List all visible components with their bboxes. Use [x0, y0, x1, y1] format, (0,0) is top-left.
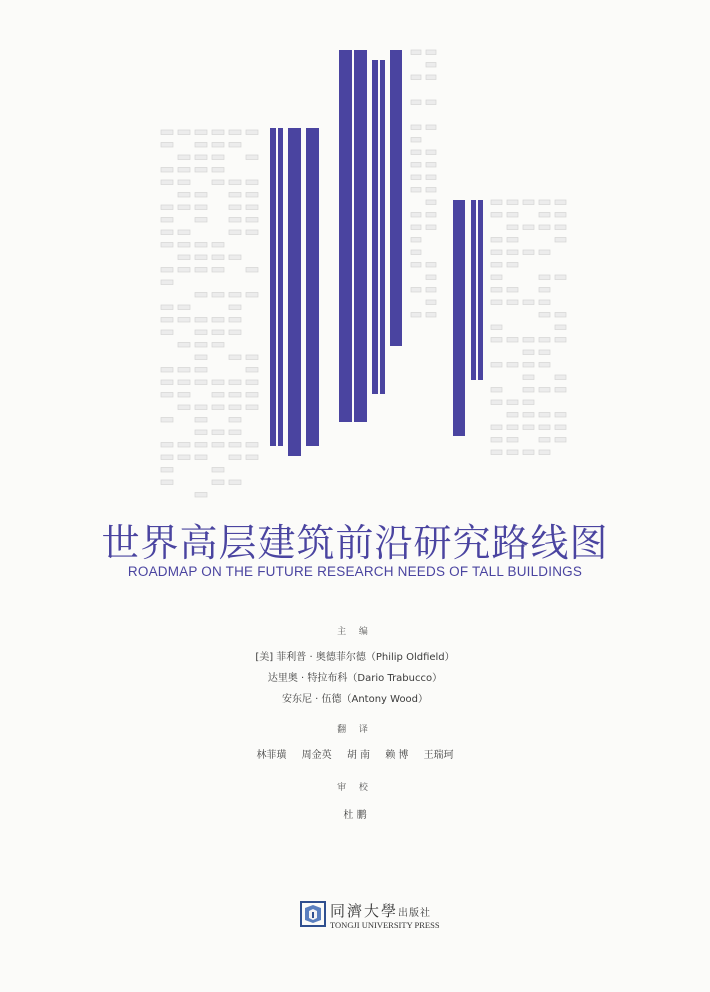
- window-tile: [507, 363, 518, 368]
- window-tile: [229, 418, 241, 423]
- window-tile: [229, 455, 241, 460]
- window-tile: [195, 143, 207, 148]
- window-tile: [161, 268, 173, 273]
- window-tile: [195, 205, 207, 210]
- window-tile: [523, 300, 534, 305]
- window-tile: [555, 425, 566, 430]
- window-tile: [212, 380, 224, 385]
- window-tile: [229, 180, 241, 185]
- window-tile: [195, 493, 207, 498]
- window-tile: [229, 330, 241, 335]
- window-tile: [523, 250, 534, 255]
- publisher-name-english: TONGJI UNIVERSITY PRESS: [330, 920, 440, 930]
- window-tile: [426, 163, 436, 168]
- window-tile: [161, 368, 173, 373]
- window-tile: [195, 168, 207, 173]
- window-tile: [178, 193, 190, 198]
- window-tile: [555, 200, 566, 205]
- window-tile: [212, 430, 224, 435]
- window-tile: [426, 213, 436, 218]
- window-tile: [212, 330, 224, 335]
- window-tile: [246, 293, 258, 298]
- translator-5: 王瑞珂: [423, 750, 454, 761]
- window-tile: [555, 375, 566, 380]
- window-tile: [178, 268, 190, 273]
- window-tile: [178, 368, 190, 373]
- window-tile: [195, 355, 207, 360]
- window-tile: [555, 338, 566, 343]
- window-tile: [246, 218, 258, 223]
- reviewer-role-label: 审 校: [337, 783, 373, 793]
- window-tile: [426, 263, 436, 268]
- window-tile: [539, 338, 550, 343]
- window-tile: [507, 438, 518, 443]
- window-tile: [178, 230, 190, 235]
- window-tile: [523, 200, 534, 205]
- window-tile: [178, 130, 190, 135]
- window-tile: [229, 205, 241, 210]
- window-tile: [426, 150, 436, 155]
- window-tile: [161, 205, 173, 210]
- window-tile: [411, 288, 421, 293]
- tongji-press-logo-icon: [300, 900, 326, 928]
- window-tile: [161, 443, 173, 448]
- publisher-name-cn: 同濟大學: [330, 902, 399, 920]
- window-tile: [426, 300, 436, 305]
- window-tile: [555, 388, 566, 393]
- window-tile: [212, 180, 224, 185]
- window-tile: [507, 300, 518, 305]
- window-tile: [229, 255, 241, 260]
- window-tile: [229, 393, 241, 398]
- translator-2: 周金英: [301, 750, 332, 761]
- window-tile: [212, 405, 224, 410]
- window-tile: [426, 188, 436, 193]
- window-tile: [212, 318, 224, 323]
- window-tile: [246, 130, 258, 135]
- window-tile: [426, 75, 436, 80]
- window-tile: [229, 318, 241, 323]
- window-tile: [246, 193, 258, 198]
- window-tile: [411, 213, 421, 218]
- window-tile: [523, 350, 534, 355]
- window-tile: [491, 250, 502, 255]
- window-tile: [246, 455, 258, 460]
- window-tile: [426, 100, 436, 105]
- window-tile: [523, 425, 534, 430]
- window-tile: [426, 275, 436, 280]
- window-tile: [507, 288, 518, 293]
- window-tile: [229, 293, 241, 298]
- window-tile: [246, 443, 258, 448]
- tower-bar-6: [354, 50, 367, 422]
- window-tile: [491, 238, 502, 243]
- window-tile: [507, 425, 518, 430]
- window-tile: [195, 330, 207, 335]
- window-tile: [229, 130, 241, 135]
- window-tile: [491, 338, 502, 343]
- window-tile: [411, 75, 421, 80]
- window-tile: [555, 325, 566, 330]
- window-tile: [507, 413, 518, 418]
- window-tile: [195, 380, 207, 385]
- window-tile: [491, 438, 502, 443]
- translator-3: 胡 南: [346, 750, 370, 761]
- window-tile: [507, 200, 518, 205]
- window-tile: [539, 350, 550, 355]
- window-tile: [212, 343, 224, 348]
- window-tile: [178, 318, 190, 323]
- tower-bar-7: [372, 60, 378, 394]
- window-tile: [195, 343, 207, 348]
- window-tile: [212, 130, 224, 135]
- window-tile: [161, 468, 173, 473]
- window-tile: [411, 250, 421, 255]
- editor-3: 安东尼 · 伍德（Antony Wood）: [281, 694, 429, 705]
- window-tile: [195, 218, 207, 223]
- window-tile: [411, 313, 421, 318]
- window-tile: [161, 243, 173, 248]
- window-tile: [161, 230, 173, 235]
- window-tile: [178, 255, 190, 260]
- window-tile: [161, 393, 173, 398]
- tower-bar-11: [471, 200, 476, 380]
- window-tile: [178, 405, 190, 410]
- window-tile: [539, 388, 550, 393]
- window-tile: [161, 305, 173, 310]
- window-tile: [507, 450, 518, 455]
- window-tile: [195, 443, 207, 448]
- window-tile: [212, 268, 224, 273]
- window-tile: [212, 443, 224, 448]
- window-tile: [212, 168, 224, 173]
- window-tile: [426, 288, 436, 293]
- translator-4: 赖 博: [385, 750, 409, 761]
- window-tile: [195, 268, 207, 273]
- window-tile: [507, 213, 518, 218]
- window-tile: [411, 50, 421, 55]
- window-tile: [426, 63, 436, 68]
- window-tile: [195, 368, 207, 373]
- window-tile: [555, 238, 566, 243]
- window-tile: [555, 213, 566, 218]
- window-tile: [229, 430, 241, 435]
- window-tile: [229, 143, 241, 148]
- window-tile: [411, 138, 421, 143]
- window-tile: [195, 243, 207, 248]
- tower-bar-9: [390, 50, 402, 346]
- window-tile: [246, 405, 258, 410]
- window-tile: [491, 263, 502, 268]
- window-tile: [507, 225, 518, 230]
- window-tile: [195, 455, 207, 460]
- window-tile: [195, 318, 207, 323]
- window-tile: [195, 293, 207, 298]
- window-tile: [411, 225, 421, 230]
- window-tile: [539, 450, 550, 455]
- window-tile: [229, 193, 241, 198]
- window-tile: [411, 188, 421, 193]
- window-tile: [555, 438, 566, 443]
- tower-bars: [270, 50, 483, 456]
- window-tile: [161, 143, 173, 148]
- window-tile: [539, 413, 550, 418]
- window-tile: [161, 180, 173, 185]
- window-tile: [426, 313, 436, 318]
- window-tile: [539, 313, 550, 318]
- window-tile: [178, 380, 190, 385]
- window-tile: [195, 255, 207, 260]
- window-tile: [426, 200, 436, 205]
- window-tile: [212, 155, 224, 160]
- window-tile: [246, 268, 258, 273]
- window-tile: [523, 450, 534, 455]
- window-tile: [178, 180, 190, 185]
- window-tile: [195, 430, 207, 435]
- window-tile: [229, 443, 241, 448]
- window-tile: [539, 438, 550, 443]
- reviewer-name: 杜 鹏: [343, 810, 367, 821]
- window-tile: [411, 150, 421, 155]
- window-tile: [246, 230, 258, 235]
- publisher-block: [300, 900, 450, 934]
- window-tile: [212, 143, 224, 148]
- translators-list: [0, 746, 710, 761]
- tower-bar-2: [278, 128, 283, 446]
- window-tile: [246, 368, 258, 373]
- window-tile: [523, 338, 534, 343]
- window-tile: [161, 480, 173, 485]
- window-tile: [491, 425, 502, 430]
- window-tile: [491, 288, 502, 293]
- window-tile: [161, 330, 173, 335]
- window-tile: [229, 380, 241, 385]
- window-tile: [491, 388, 502, 393]
- window-tile: [426, 50, 436, 55]
- window-tile: [507, 238, 518, 243]
- tower-bar-10: [453, 200, 465, 436]
- window-tile: [555, 275, 566, 280]
- window-tile: [491, 200, 502, 205]
- window-tile: [178, 393, 190, 398]
- window-tile: [178, 443, 190, 448]
- window-tile: [539, 250, 550, 255]
- window-tile: [212, 393, 224, 398]
- window-tile: [195, 193, 207, 198]
- editor-1: [美] 菲利普 · 奥德菲尔德（Philip Oldfield）: [255, 652, 455, 663]
- translator-1: 林菲璜: [256, 750, 287, 761]
- window-tile: [523, 388, 534, 393]
- window-tile: [195, 130, 207, 135]
- book-title-english: ROADMAP ON THE FUTURE RESEARCH NEEDS OF TALL BUILDINGS: [127, 564, 583, 579]
- editors-role-label: 主 编: [337, 627, 373, 637]
- window-tile: [539, 363, 550, 368]
- window-tile: [212, 293, 224, 298]
- window-tile: [539, 200, 550, 205]
- window-tile: [555, 225, 566, 230]
- window-tile: [246, 155, 258, 160]
- window-tile: [178, 168, 190, 173]
- window-tile: [426, 225, 436, 230]
- window-tile: [523, 225, 534, 230]
- publisher-name-chinese: [330, 900, 431, 921]
- window-tile: [178, 155, 190, 160]
- window-tile: [229, 405, 241, 410]
- tower-bar-12: [478, 200, 483, 380]
- tower-bar-8: [380, 60, 385, 394]
- window-tile: [246, 205, 258, 210]
- window-tile: [178, 343, 190, 348]
- window-tile: [195, 418, 207, 423]
- window-tile: [507, 250, 518, 255]
- window-tile: [523, 375, 534, 380]
- publisher-name-cn-suffix: 出版社: [398, 908, 432, 919]
- window-tile: [491, 275, 502, 280]
- window-tile: [539, 300, 550, 305]
- window-tile: [161, 418, 173, 423]
- translators-role-label: 翻 译: [337, 725, 373, 735]
- window-tile: [507, 400, 518, 405]
- window-tile: [161, 218, 173, 223]
- tower-bar-5: [339, 50, 352, 422]
- window-tile: [246, 180, 258, 185]
- window-tile: [539, 425, 550, 430]
- window-tile: [161, 168, 173, 173]
- window-tile: [178, 243, 190, 248]
- window-tile: [178, 205, 190, 210]
- window-tile: [161, 318, 173, 323]
- window-tile: [523, 400, 534, 405]
- window-tile: [539, 225, 550, 230]
- window-tile: [491, 325, 502, 330]
- window-tile: [539, 288, 550, 293]
- window-tile: [507, 263, 518, 268]
- window-tile: [491, 213, 502, 218]
- window-tile: [411, 163, 421, 168]
- window-tile: [491, 400, 502, 405]
- window-tile: [195, 405, 207, 410]
- window-tile: [411, 100, 421, 105]
- window-tile: [229, 230, 241, 235]
- window-tile: [411, 175, 421, 180]
- window-tile: [212, 480, 224, 485]
- window-tile: [229, 218, 241, 223]
- window-tile: [161, 130, 173, 135]
- window-tile: [426, 175, 436, 180]
- window-tile: [426, 125, 436, 130]
- window-tile: [539, 275, 550, 280]
- tower-bar-4: [306, 128, 319, 446]
- window-tile: [229, 355, 241, 360]
- window-tile: [491, 300, 502, 305]
- window-tile: [539, 213, 550, 218]
- window-tile: [555, 313, 566, 318]
- window-tile: [411, 125, 421, 130]
- window-tile: [491, 450, 502, 455]
- window-tile: [178, 305, 190, 310]
- window-tile: [195, 155, 207, 160]
- window-tile: [212, 468, 224, 473]
- window-tile: [555, 413, 566, 418]
- window-tile: [523, 413, 534, 418]
- book-title-chinese: 世界高层建筑前沿研究路线图: [101, 521, 609, 565]
- window-tile: [229, 305, 241, 310]
- window-tile: [246, 355, 258, 360]
- window-tile: [229, 480, 241, 485]
- editor-2: 达里奥 · 特拉布科（Dario Trabucco）: [267, 673, 443, 684]
- window-tile: [491, 363, 502, 368]
- window-tile: [178, 455, 190, 460]
- tower-bar-3: [288, 128, 301, 456]
- window-tile: [212, 243, 224, 248]
- window-tile: [411, 238, 421, 243]
- window-tile: [523, 363, 534, 368]
- window-tile: [161, 380, 173, 385]
- tower-bar-1: [270, 128, 276, 446]
- window-tile: [212, 255, 224, 260]
- window-tile: [246, 380, 258, 385]
- window-tile: [161, 455, 173, 460]
- window-tile: [246, 393, 258, 398]
- window-tile: [161, 280, 173, 285]
- window-tile: [507, 338, 518, 343]
- window-tile: [411, 263, 421, 268]
